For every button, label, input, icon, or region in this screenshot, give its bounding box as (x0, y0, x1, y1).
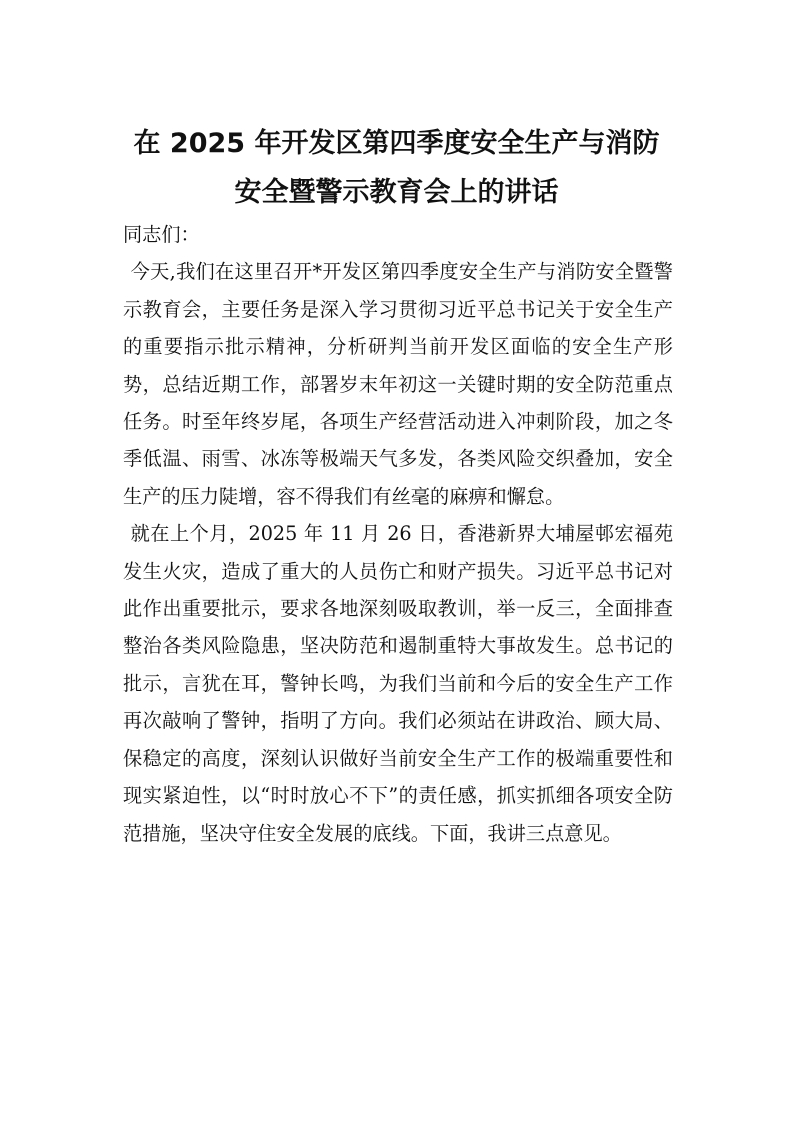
title-line-1: 在 2025 年开发区第四季度安全生产与消防 (133, 128, 660, 159)
paragraph-opening: 今天,我们在这里召开*开发区第四季度安全生产与消防安全暨警示教育会，主要任务是深入学习贯彻习近平总书记关于安全生产的重要指示批示精神，分析研判当前开发区面临的安全生产形势，总结近期工作，部署岁末年初这一关键时期的安全防范重点任务。时至年终岁尾，各项生产经营活动进入冲刺阶段，加之冬季低温、雨雪、冰冻等极端天气多发，各类风险交织叠加，安全生产的压力陡增，容不得我们有丝毫的麻痹和懈怠。 (123, 260, 673, 508)
paragraph-fire-incident: 就在上个月，2025 年 11 月 26 日，香港新界大埔屋邨宏福苑发生火灾，造成了重大的人员伤亡和财产损失。习近平总书记对此作出重要批示，要求各地深刻吸取教训，举一反三，全面排查整治各类风险隐患，坚决防范和遏制重特大事故发生。总书记的批示，言犹在耳，警钟长鸣，为我们当前和今后的安全生产工作再次敲响了警钟，指明了方向。我们必须站在讲政治、顾大局、保稳定的高度，深刻认识做好当前安全生产工作的极端重要性和现实紧迫性，以“时时放心不下”的责任感，抓实抓细各项安全防范措施，坚决守住安全发展的底线。下面，我讲三点意见。 (123, 522, 673, 845)
salutation: 同志们： (123, 223, 200, 246)
speech-body (123, 216, 673, 852)
title-line-2: 安全暨警示教育会上的讲话 (234, 177, 559, 208)
